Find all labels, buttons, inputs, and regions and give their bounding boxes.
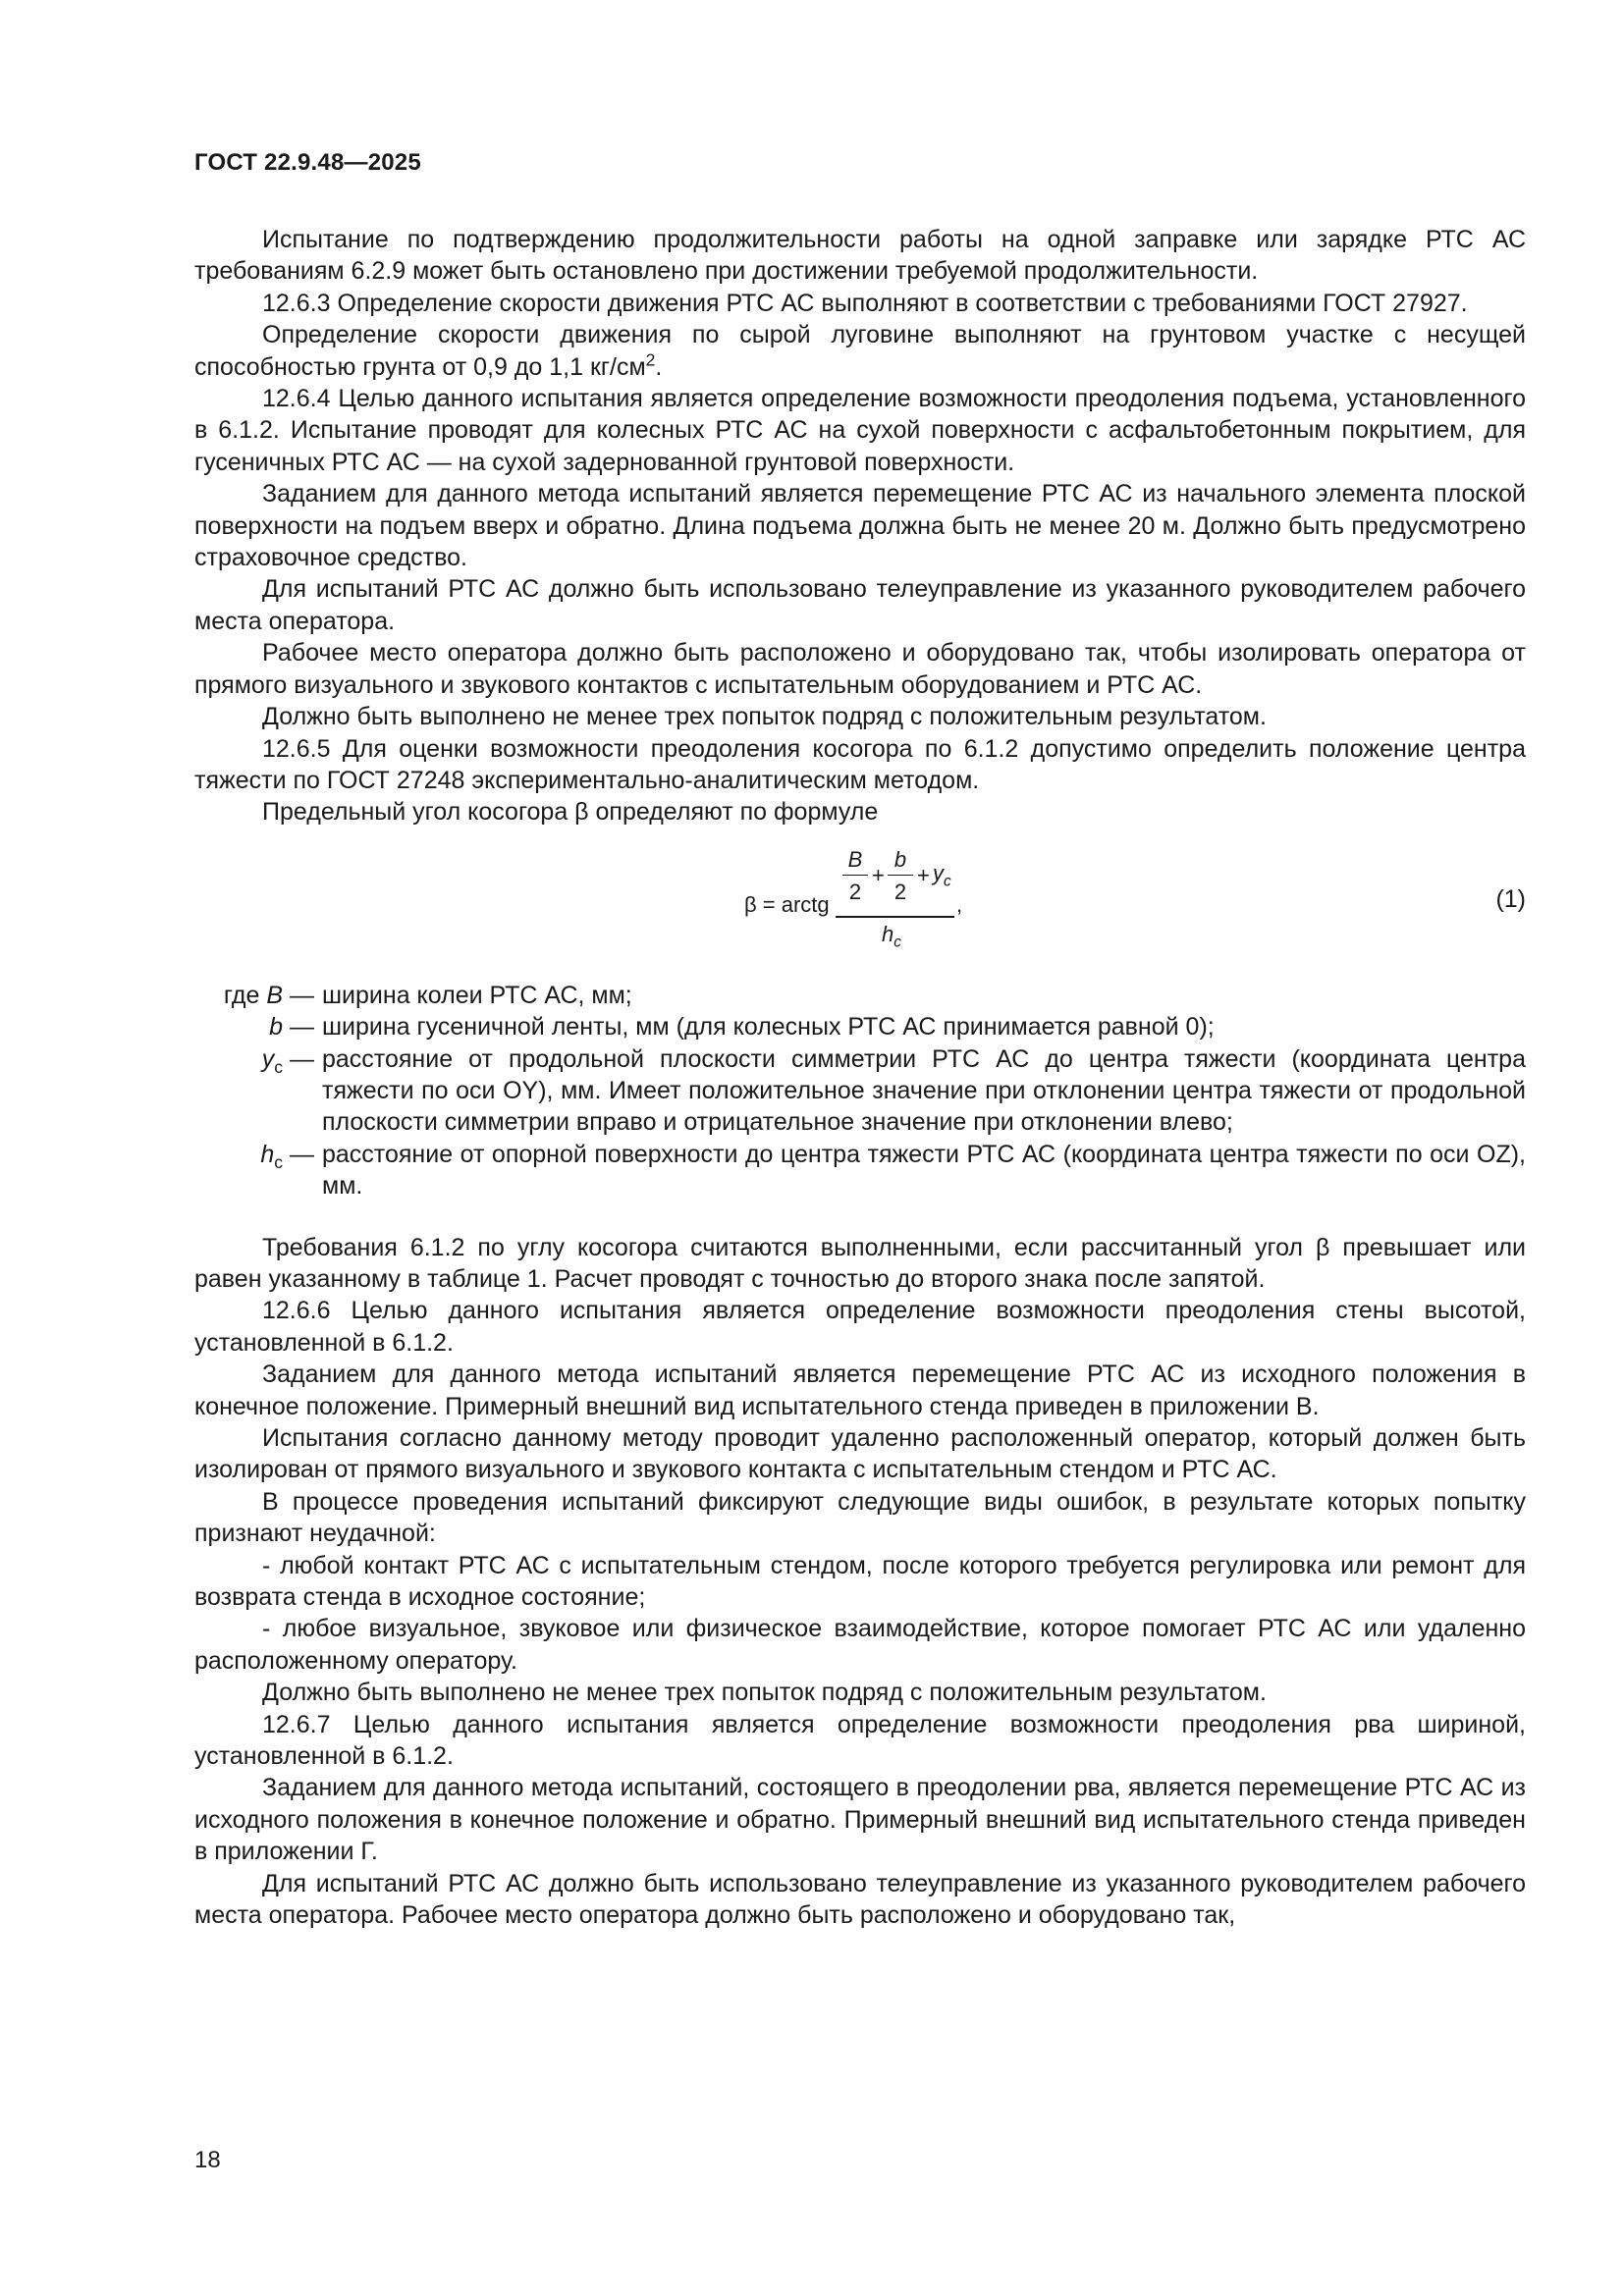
formula-comma: , [956, 891, 963, 917]
where-item [194, 1011, 1526, 1042]
where-item [194, 1139, 1526, 1202]
paragraph: Для испытаний РТС АС должно быть использовано телеуправление из указанного руководителем рабочего места оператора. Рабочее место оператора должно быть расположено и оборудовано так, [194, 1869, 1526, 1930]
formula-fraction-line [842, 875, 868, 876]
paragraph: Испытания согласно данному методу проводит удаленно расположенный оператор, который должен быть изолирован от прямого визуального и звукового контакта с испытательным стендом и РТС АС. [194, 1424, 1526, 1484]
formula-number: (1) [1495, 884, 1526, 913]
paragraph: - любое визуальное, звуковое или физическое взаимодействие, которое помогает РТС АС или удаленно расположенному оператору. [194, 1615, 1526, 1675]
paragraph: Должно быть выполнено не менее трех попыток подряд с положительным результатом. [262, 703, 1267, 731]
paragraph: Для испытаний РТС АС должно быть использовано телеуправление из указанного руководителем рабочего места оператора. [194, 575, 1526, 635]
paragraph-tail: . [655, 352, 663, 381]
where-description: расстояние от опорной поверхности до центра тяжести РТС АС (координата центра тяжести по оси OZ), мм. [322, 1140, 1526, 1201]
formula-fraction-line [888, 875, 913, 876]
formula-numerator [839, 844, 954, 909]
page-number: 18 [194, 2147, 221, 2173]
where-item [194, 1043, 1526, 1139]
paragraph: - любой контакт РТС АС с испытательным стендом, после которого требуется регулировка или ремонт для возврата стенда в исходное состояние; [194, 1551, 1526, 1612]
paragraph: Заданием для данного метода испытаний является перемещение РТС АС из исходного положения в конечное положение. Примерный внешний вид испытательного стенда приведен в приложении В. [194, 1361, 1526, 1420]
superscript: 2 [645, 349, 656, 370]
paragraph: 12.6.5 Для оценки возможности преодоления косогора по 6.1.2 допустимо определить положение центра тяжести по ГОСТ 27248 экспериментально-аналитическим методом. [194, 734, 1526, 794]
formula-two: 2 [893, 879, 907, 904]
paragraph: Предельный угол косогора β определяют по формуле [262, 798, 879, 827]
where-description: ширина гусеничной ленты, мм (для колесных РТС АС принимается равной 0); [322, 1013, 1215, 1041]
paragraph: Требования 6.1.2 по углу косогора считаются выполненными, если рассчитанный угол β превышает или равен указанному в таблице 1. Расчет проводят с точностью до второго знака после запятой. [194, 1233, 1526, 1293]
paragraph: 12.6.3 Определение скорости движения РТС АС выполняют в соответствии с требованиями ГОСТ 27927. [262, 289, 1468, 317]
where-description: ширина колеи РТС АС, мм; [322, 981, 632, 1009]
paragraph: Заданием для данного метода испытаний, состоящего в преодолении рва, является перемещение РТС АС из исходного положения в конечное положение и обратно. Примерный внешний вид испытательного стенда приведен в приложении Г. [194, 1774, 1526, 1866]
paragraph: Рабочее место оператора должно быть расположено и оборудовано так, чтобы изолировать оператора от прямого визуального и звукового контактов с испытательным оборудованием и РТС АС. [194, 639, 1526, 699]
where-item [194, 980, 1526, 1011]
paragraph: В процессе проведения испытаний фиксируют следующие виды ошибок, в результате которых попытку признают неудачной: [194, 1487, 1526, 1548]
formula-two: 2 [848, 879, 862, 904]
where-symbol: $y_c$ — [261, 1044, 314, 1077]
formula [194, 838, 1526, 951]
paragraph: 12.6.4 Целью данного испытания является определение возможности преодоления подъема, установленного в 6.1.2. Испытание проводят для колесных РТС АС на сухой поверхности с асфальтобетонным покрытием, для гусеничных РТС АС — на сухой задернованной грунтовой поверхности. [194, 385, 1526, 476]
formula-lhs: β = arctg [744, 891, 830, 917]
formula-plus: + [917, 862, 930, 887]
document-body [194, 224, 1526, 1932]
formula-y: $y_c$ [933, 860, 951, 890]
formula-main-fraction-line [836, 916, 954, 918]
paragraph: Испытание по подтверждению продолжительности работы на одной заправке или зарядке РТС АС требованиям 6.2.9 может быть остановлено при достижении требуемой продолжительности. [194, 226, 1526, 286]
paragraph: Заданием для данного метода испытаний является перемещение РТС АС из начального элемента плоской поверхности на подъем вверх и обратно. Длина подъема должна быть не менее 20 м. Должно быть предусмотрено страховочное средство. [194, 480, 1526, 572]
where-description: расстояние от продольной плоскости симметрии РТС АС до центра тяжести (координата центра тяжести по оси OY), мм. Имеет положительное значение при отклонении центра тяжести от продольной плоскости симметрии вправо и отрицательное значение при отклонении влево; [322, 1044, 1526, 1137]
where-list [194, 980, 1526, 1202]
formula-h: $h_c$ [882, 921, 901, 951]
paragraph: 12.6.7 Целью данного испытания является определение возможности преодоления рва шириной, установленной в 6.1.2. [194, 1710, 1526, 1771]
where-symbol: b — [269, 1013, 314, 1041]
paragraph-text: Определение скорости движения по сырой луговине выполняют на грунтовом участке с несущей способностью грунта от 0,9 до 1,1 кг/см [194, 321, 1526, 381]
formula-B: B [847, 846, 863, 872]
paragraph: Должно быть выполнено не менее трех попыток подряд с положительным результатом. [262, 1679, 1267, 1707]
formula-b: b [893, 846, 907, 872]
document-header: ГОСТ 22.9.48—2025 [194, 149, 421, 176]
where-symbol: где B — [223, 981, 314, 1009]
paragraph-soil [194, 319, 1526, 383]
formula-plus: + [872, 862, 885, 887]
paragraph: 12.6.6 Целью данного испытания является определение возможности преодоления стены высотой, установленной в 6.1.2. [194, 1297, 1526, 1357]
where-symbol: $h_c$ — [260, 1140, 314, 1172]
